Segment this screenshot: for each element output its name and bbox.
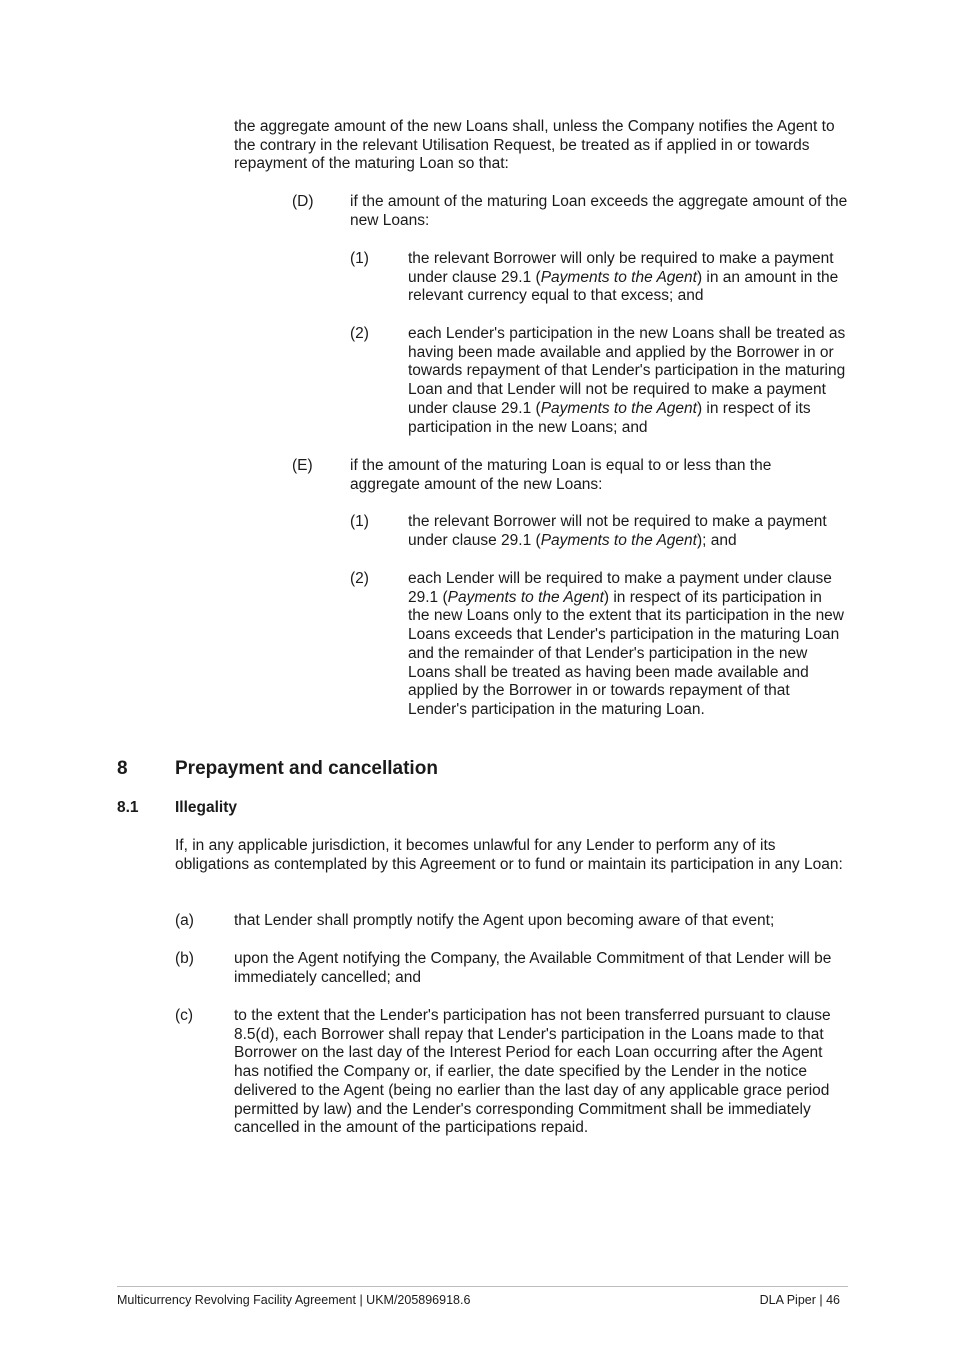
section-title: Prepayment and cancellation [175, 758, 438, 779]
item-d-sub1-label: (1) [350, 250, 369, 267]
footer-document-ref: Multicurrency Revolving Facility Agreement | UKM/205896918.6 [117, 1293, 471, 1307]
item-b-label: (b) [175, 950, 194, 967]
item-d-text: if the amount of the maturing Loan exceeds the aggregate amount of the new Loans: [350, 193, 848, 229]
item-c-text: to the extent that the Lender's participation has not been transferred pursuant to clause 8.5(d), each Borrower shall repay that Lender's participation in the Loans made to that Borrower on the last day of the Interest Period for each Loan occurring after the Agent has notified the Company or, if earlier, the date specified by the Lender in the notice delivered to the Agent (being no earlier than the last day of any applicable grace period permitted by law) and the Lender's corresponding Commitment shall be immediately cancelled in the amount of the participations repaid. [234, 1007, 831, 1137]
item-e-sub2-text: each Lender will be required to make a payment under clause 29.1 (Payments to the Agent) in respect of its participation in the new Loans only to the extent that its participation in the new Loans exceeds that Lender's participation in the maturing Loan and the remainder of that Lender's participation in the new Loans shall be treated as having been made available and applied by the Borrower in or towards repayment of that Lender's participation in the maturing Loan. [408, 570, 844, 718]
item-e-label: (E) [292, 457, 313, 474]
item-b-text: upon the Agent notifying the Company, the Available Commitment of that Lender will be immediately cancelled; and [234, 950, 832, 986]
subsection-title: Illegality [175, 799, 238, 816]
item-d-label: (D) [292, 193, 314, 210]
item-e-sub1-text: the relevant Borrower will not be required to make a payment under clause 29.1 (Payments to the Agent); and [408, 513, 827, 549]
section-number: 8 [117, 758, 128, 779]
item-d-sub2-label: (2) [350, 325, 369, 342]
subsection-number: 8.1 [117, 799, 139, 816]
footer-divider [117, 1286, 848, 1287]
illegality-intro: If, in any applicable jurisdiction, it becomes unlawful for any Lender to perform any of its obligations as contemplated by this Agreement or to fund or maintain its participation in any Loan: [175, 837, 843, 873]
item-d-sub2-text: each Lender's participation in the new Loans shall be treated as having been made available and applied by the Borrower in or towards repayment of that Lender's participation in the maturing Loan and that Lender will not be required to make a payment under clause 29.1 (Payments to the Agent) in respect of its participation in the new Loans; and [408, 325, 846, 436]
item-e-sub1-label: (1) [350, 513, 369, 530]
item-e-sub2-label: (2) [350, 570, 369, 587]
item-d-sub1-text: the relevant Borrower will only be required to make a payment under clause 29.1 (Payments to the Agent) in an amount in the relevant currency equal to that excess; and [408, 250, 839, 305]
item-e-text: if the amount of the maturing Loan is equal to or less than the aggregate amount of the new Loans: [350, 457, 772, 493]
item-c-label: (c) [175, 1007, 194, 1024]
item-a-label: (a) [175, 912, 194, 929]
item-a-text: that Lender shall promptly notify the Agent upon becoming aware of that event; [234, 912, 775, 929]
intro-paragraph: the aggregate amount of the new Loans shall, unless the Company notifies the Agent to the contrary in the relevant Utilisation Request, be treated as if applied in or towards repayment of the maturing Loan so that: [234, 118, 835, 173]
footer-page-number: DLA Piper | 46 [759, 1293, 840, 1307]
